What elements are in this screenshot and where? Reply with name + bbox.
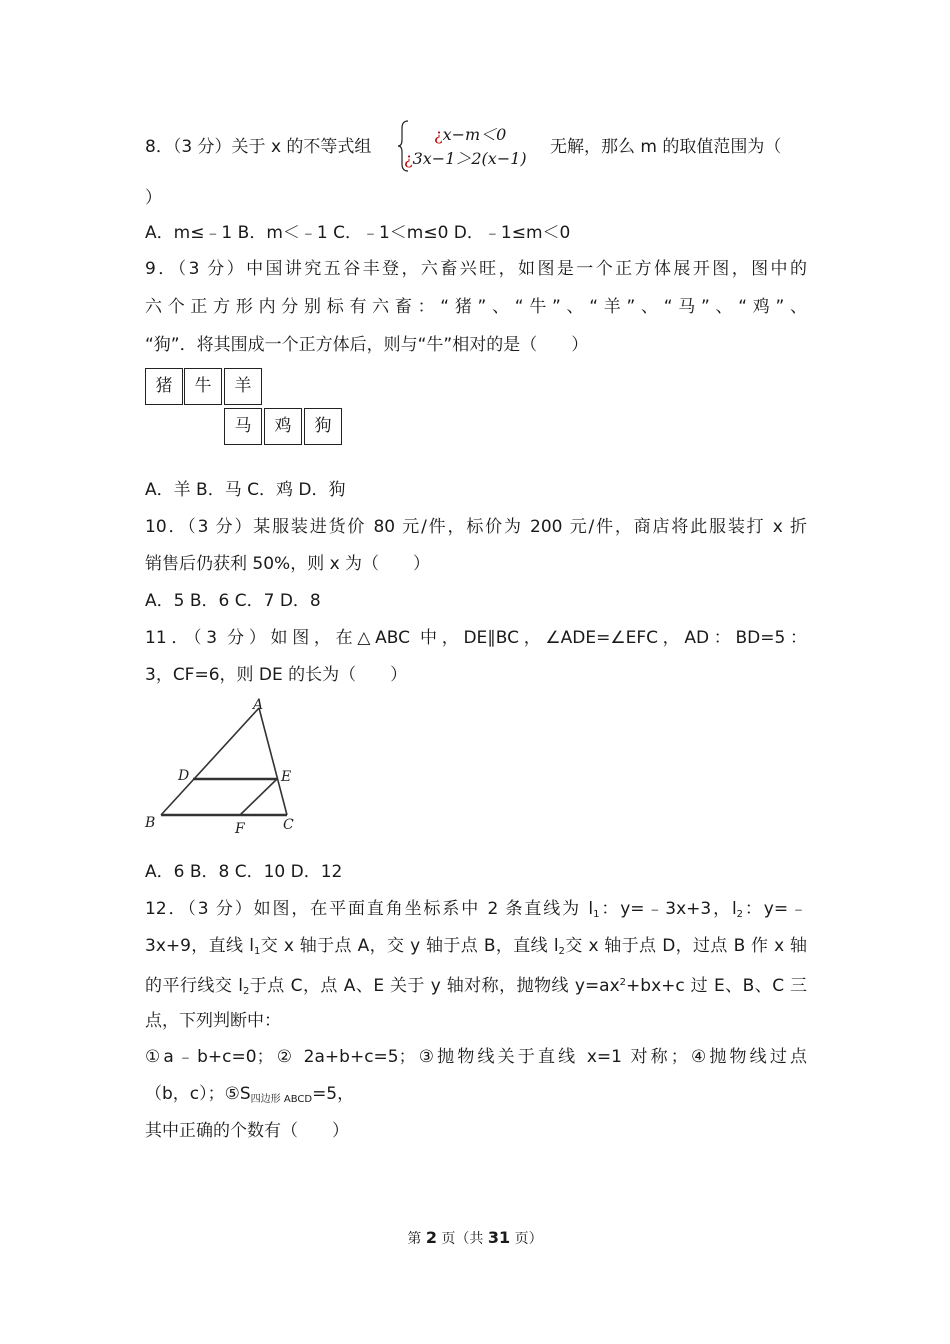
q8-stem bbox=[145, 136, 371, 158]
q12-line-5: ①a﹣b+c=0；② 2a+b+c=5；③抛物线关于直线 x=1 对称；④抛物线过点 bbox=[145, 1047, 807, 1067]
net-cell-cow: 牛 bbox=[184, 368, 222, 405]
q8-text-before: 8．（3 分）关于 x 的不等式组 bbox=[145, 137, 372, 157]
q8-close-paren: ） bbox=[145, 188, 162, 208]
segment-ef bbox=[240, 779, 277, 815]
q11-line-2: 3，CF=6，则 DE 的长为（ ） bbox=[145, 665, 408, 685]
total-pages: 31 bbox=[487, 1228, 511, 1247]
label-c: C bbox=[283, 817, 294, 833]
net-cell-pig: 猪 bbox=[145, 368, 183, 405]
net-cell-horse: 马 bbox=[224, 408, 262, 445]
q9-options: A．羊 B．马 C．鸡 D．狗 bbox=[145, 480, 346, 500]
label-a: A bbox=[253, 697, 264, 713]
q11-line-1: 11．（3 分）如图，在△ABC 中，DE∥BC，∠ADE=∠EFC，AD：BD=5： bbox=[145, 628, 807, 648]
q10-options: A．5 B．6 C．7 D．8 bbox=[145, 591, 321, 611]
q8-options: A．m≤﹣1 B．m＜﹣1 C．﹣1＜m≤0 D．﹣1≤m＜0 bbox=[145, 223, 571, 243]
net-cell-chicken: 鸡 bbox=[264, 408, 302, 445]
q12-line-7: 其中正确的个数有（ ） bbox=[145, 1121, 349, 1141]
q9-line-2: 六个正方形内分别标有六畜：“猪”、“牛”、“羊”、“马”、“鸡”、 bbox=[145, 297, 807, 317]
triangle-figure bbox=[143, 695, 303, 840]
q10-line-1: 10．（3 分）某服装进货价 80 元/件，标价为 200 元/件，商店将此服装打 x 折 bbox=[145, 517, 807, 537]
q9-line-1: 9．（3 分）中国讲究五谷丰登，六畜兴旺，如图是一个正方体展开图，图中的 bbox=[145, 259, 807, 279]
label-d: D bbox=[178, 768, 190, 784]
label-e: E bbox=[281, 769, 292, 785]
inequality-row-1: ¿x−m＜0 bbox=[434, 125, 507, 144]
page-footer: 第 2 页（共 31 页） bbox=[407, 1228, 543, 1247]
net-cell-sheep: 羊 bbox=[224, 368, 262, 405]
segment-ab bbox=[161, 708, 259, 815]
page-number: 2 bbox=[425, 1228, 437, 1247]
q10-line-2: 销售后仍获利 50%，则 x 为（ ） bbox=[145, 554, 431, 574]
q9-line-3: “狗”．将其围成一个正方体后，则与“牛”相对的是（ ） bbox=[145, 335, 589, 355]
q11-options: A．6 B．8 C．10 D．12 bbox=[145, 862, 343, 882]
q12-line-2: 3x+9，直线 $l_1$交 x 轴于点 A，交 y 轴于点 B，直线 $l_2$交 x 轴于点 D，过点 B 作 x 轴 bbox=[145, 936, 807, 957]
q12-line-1: 12．（3 分）如图，在平面直角坐标系中 2 条直线为 $l_1$：y=﹣3x+3，$l_2$：y=﹣ bbox=[145, 899, 807, 920]
q12-line-3: 的平行线交 $l_2$于点 C，点 A、E 关于 y 轴对称，抛物线 $y=ax^2+bx+c$ 过 E、B、C 三 bbox=[145, 976, 807, 997]
label-b: B bbox=[145, 815, 156, 831]
inequality-system bbox=[398, 120, 548, 172]
segment-ac bbox=[259, 708, 287, 815]
q12-line-6: （b，c）；$⑤S_{四边形 ABCD}=5$， bbox=[145, 1084, 355, 1105]
q8-text-after: 无解，那么 m 的取值范围为（ bbox=[550, 137, 782, 157]
label-f: F bbox=[235, 821, 245, 837]
inequality-row-2: ¿3x−1＞2(x−1) bbox=[404, 149, 527, 168]
q12-line-4: 点，下列判断中： bbox=[145, 1011, 281, 1031]
net-cell-dog: 狗 bbox=[304, 408, 342, 445]
